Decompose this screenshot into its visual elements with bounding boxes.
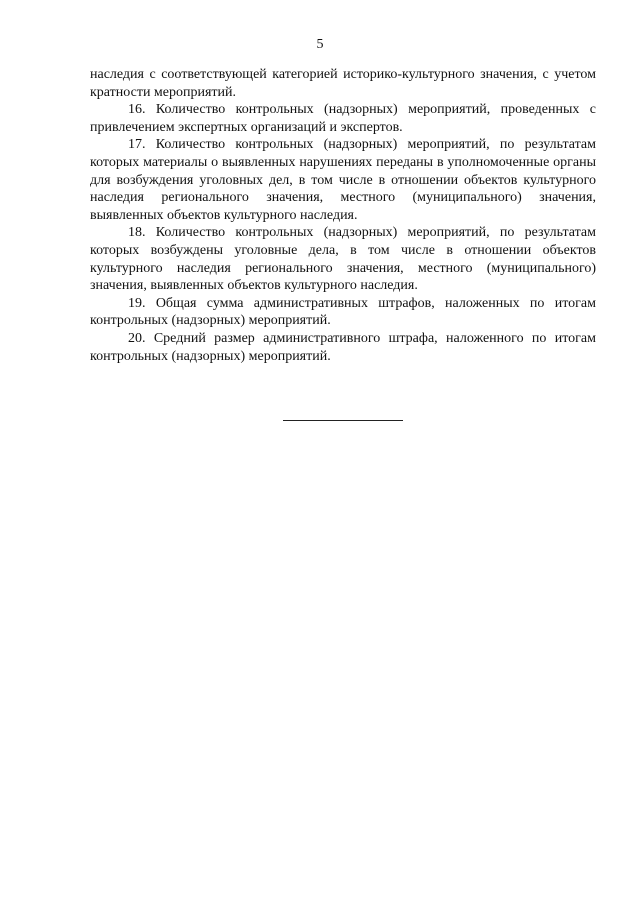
paragraph-item-16: 16. Количество контрольных (надзорных) мероприятий, проведенных с привлечением экспертных организаций и экспертов.	[90, 102, 596, 135]
end-of-document-rule	[283, 420, 403, 421]
paragraph-item-17: 17. Количество контрольных (надзорных) мероприятий, по результатам которых материалы о выявленных нарушениях переданы в уполномоченные органы для возбуждения уголовных дел, в том числе в отношении объектов культурного наследия регионального значения, местного (муниципального) значения, выявленных объектов культурного наследия.	[90, 137, 596, 223]
page-number: 5	[316, 37, 324, 52]
paragraph-continuation: наследия с соответствующей категорией историко-культурного значения, с учетом кратности мероприятий.	[90, 67, 596, 100]
paragraph-item-18: 18. Количество контрольных (надзорных) мероприятий, по результатам которых возбуждены уголовные дела, в том числе в отношении объектов культурного наследия регионального значения, местного (муниципального) значения, выявленных объектов культурного наследия.	[90, 225, 596, 294]
paragraph-item-20: 20. Средний размер административного штрафа, наложенного по итогам контрольных (надзорных) мероприятий.	[90, 330, 596, 364]
document-body	[90, 66, 596, 365]
paragraph-item-19: 19. Общая сумма административных штрафов, наложенных по итогам контрольных (надзорных) мероприятий.	[90, 295, 596, 329]
